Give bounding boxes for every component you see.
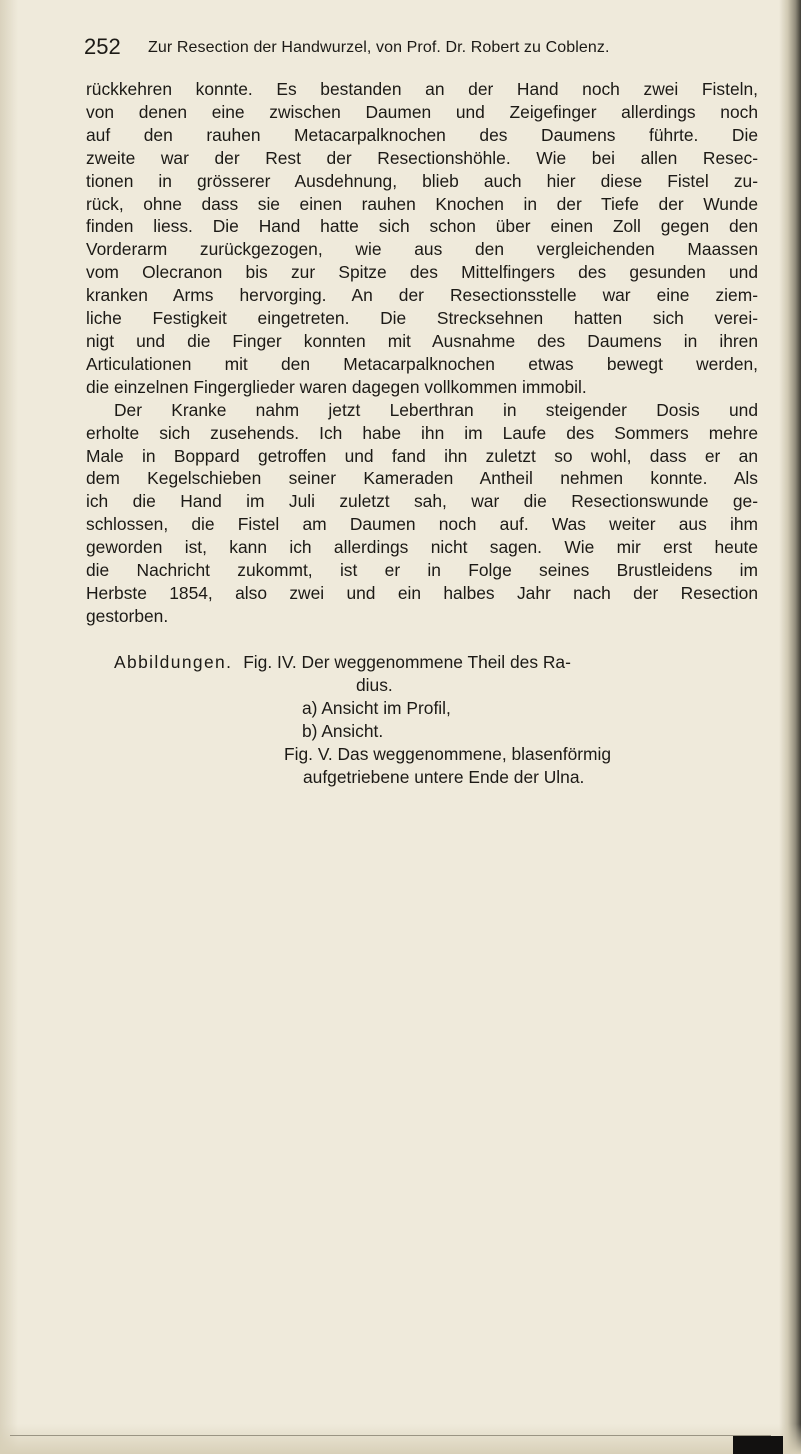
text-line: Articulationen mit den Metacarpalknochen etwas bewegt werden, bbox=[86, 353, 758, 374]
text-line: die Nachricht zukommt, ist er in Folge seines Brustleidens im bbox=[86, 560, 758, 581]
text-line: zweite war der Rest der Resectionshöhle. Wie bei allen Resec- bbox=[86, 147, 758, 168]
text-line: Der Kranke nahm jetzt Leberthran in steigender Dosis und bbox=[114, 399, 758, 420]
running-title: Zur Resection der Handwurzel, von Prof. Dr. Robert zu Coblenz. bbox=[148, 39, 610, 56]
page-number: 252 bbox=[84, 34, 121, 59]
text-line: Vorderarm zurückgezogen, wie aus den vergleichenden Maassen bbox=[86, 239, 758, 260]
body-text bbox=[86, 78, 758, 631]
fig5-caption-continued: aufgetriebene untere Ende der Ulna. bbox=[303, 767, 585, 787]
scan-corner-mark bbox=[733, 1436, 783, 1454]
text-line bbox=[86, 605, 758, 631]
fig4-caption-continued: dius. bbox=[356, 675, 393, 695]
fig4-caption: Fig. IV. Der weggenommene Theil des Ra- bbox=[243, 652, 571, 672]
text-line: tionen in grösserer Ausdehnung, blieb auch hier diese Fistel zu- bbox=[86, 170, 758, 191]
figure-heading-line bbox=[114, 651, 571, 674]
text-line: die einzelnen Fingerglieder waren dagegen vollkommen immobil. bbox=[86, 376, 587, 397]
text-line: auf den rauhen Metacarpalknochen des Daumens führte. Die bbox=[86, 124, 758, 145]
text-line: dem Kegelschieben seiner Kameraden Antheil nehmen konnte. Als bbox=[86, 468, 758, 489]
text-line: liche Festigkeit eingetreten. Die Strecksehnen hatten sich verei- bbox=[86, 308, 758, 329]
text-line: Male in Boppard getroffen und fand ihn zuletzt so wohl, dass er an bbox=[86, 445, 758, 466]
text-line: rück, ohne dass sie einen rauhen Knochen in der Tiefe der Wunde bbox=[86, 193, 758, 214]
figures-heading: Abbildungen. bbox=[114, 652, 233, 672]
page-edge-left bbox=[0, 0, 18, 1454]
text-line: kranken Arms hervorging. An der Resectionsstelle war eine ziem- bbox=[86, 285, 758, 306]
text-line: vom Olecranon bis zur Spitze des Mittelfingers des gesunden und bbox=[86, 262, 758, 283]
running-header bbox=[84, 34, 764, 64]
text-fragment: gestorben. bbox=[86, 605, 169, 626]
text-line: von denen eine zwischen Daumen und Zeigefinger allerdings noch bbox=[86, 101, 758, 122]
text-line: rückkehren konnte. Es bestanden an der Hand noch zwei Fisteln, bbox=[86, 79, 758, 99]
text-line: Herbste 1854, also zwei und ein halbes Jahr nach der Resection bbox=[86, 582, 758, 603]
page-edge-bottom bbox=[0, 1424, 801, 1454]
text-line: finden liess. Die Hand hatte sich schon über einen Zoll gegen den bbox=[86, 216, 758, 237]
page-edge-right bbox=[779, 0, 801, 1454]
text-line: nigt und die Finger konnten mit Ausnahme des Daumens in ihren bbox=[86, 330, 758, 351]
fig4-subcaption-b-text: b) Ansicht. bbox=[302, 721, 384, 741]
text-line: schlossen, die Fistel am Daumen noch auf. Was weiter aus ihm bbox=[86, 514, 758, 535]
fig5-caption: Fig. V. Das weggenommene, blasenförmig bbox=[284, 744, 612, 764]
text-line: ich die Hand im Juli zuletzt sah, war die Resectionswunde ge- bbox=[86, 491, 758, 512]
fig4-subcaption-a: a) Ansicht im Profil, bbox=[302, 698, 451, 718]
handwritten-annotation bbox=[388, 726, 393, 741]
bottom-rule bbox=[10, 1435, 771, 1436]
text-line: geworden ist, kann ich allerdings nicht sagen. Wie mir erst heute bbox=[86, 537, 758, 558]
text-line: erholte sich zusehends. Ich habe ihn im Laufe des Sommers mehre bbox=[86, 422, 758, 443]
handwritten-annotation bbox=[233, 611, 238, 626]
